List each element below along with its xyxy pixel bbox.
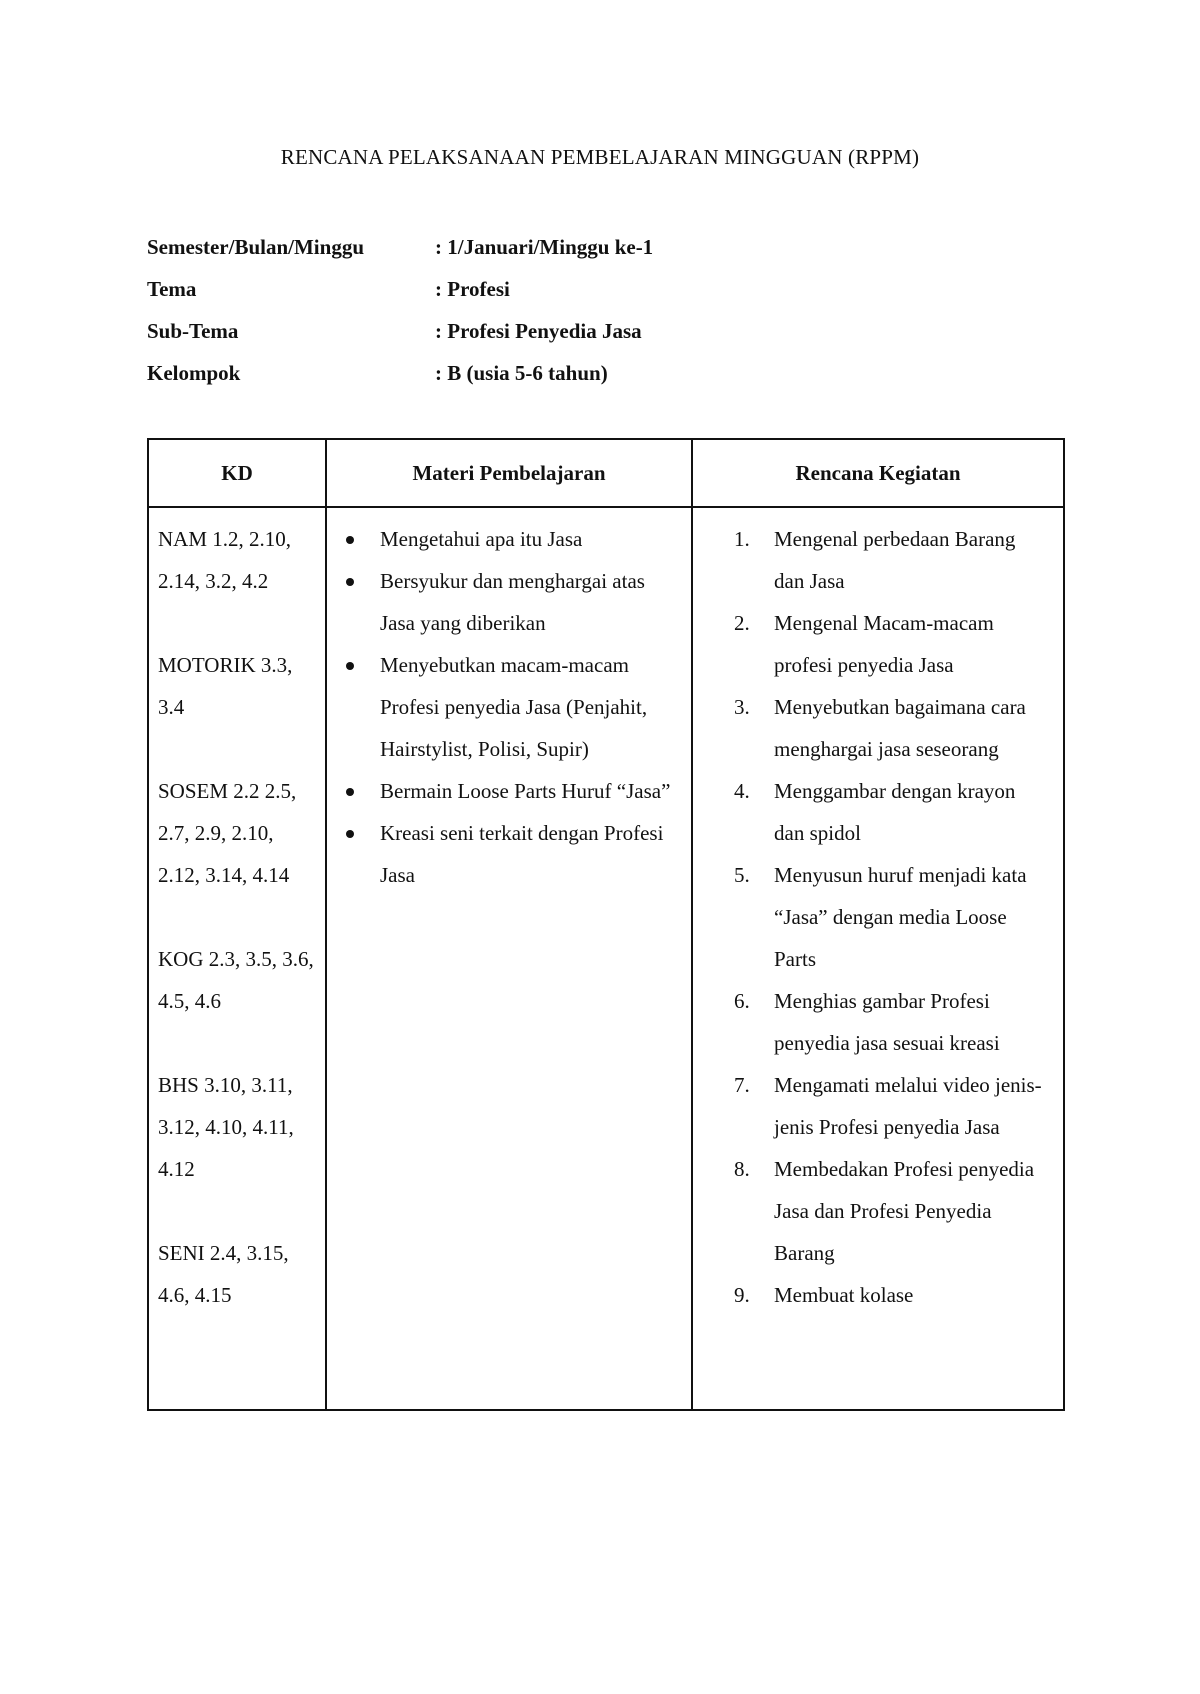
kd-item: KOG 2.3, 3.5, 3.6, 4.5, 4.6 (158, 947, 314, 1013)
item-number: 8. (734, 1157, 750, 1181)
table-row (148, 507, 1064, 1410)
kegiatan-text: Menyebutkan bagaimana cara menghargai jasa seseorang (774, 695, 1026, 761)
bullet-icon (346, 830, 354, 838)
list-item (734, 854, 1049, 980)
meta-label: Kelompok (147, 361, 241, 385)
kegiatan-text: Mengamati melalui video jenis-jenis Profesi penyedia Jasa (774, 1073, 1042, 1139)
document-title: RENCANA PELAKSANAAN PEMBELAJARAN MINGGUAN (RPPM) (280, 145, 920, 169)
item-number: 5. (734, 863, 750, 887)
kegiatan-text: Membedakan Profesi penyedia Jasa dan Profesi Penyedia Barang (774, 1157, 1035, 1265)
kd-item: NAM 1.2, 2.10, 2.14, 3.2, 4.2 (158, 527, 292, 593)
bullet-icon (346, 536, 354, 544)
bullet-icon (346, 788, 354, 796)
kegiatan-text: Menggambar dengan krayon dan spidol (774, 779, 1016, 845)
meta-label: Semester/Bulan/Minggu (147, 235, 365, 259)
bullet-icon (346, 662, 354, 670)
list-item (734, 980, 1049, 1064)
kegiatan-text: Mengenal Macam-macam profesi penyedia Jasa (774, 611, 994, 677)
item-number: 1. (734, 527, 750, 551)
item-number: 4. (734, 779, 750, 803)
kegiatan-cell (692, 507, 1064, 1410)
item-number: 9. (734, 1283, 750, 1307)
list-item (734, 686, 1049, 770)
kegiatan-text: Menghias gambar Profesi penyedia jasa sesuai kreasi (774, 989, 1000, 1055)
meta-value: : B (usia 5-6 tahun) (435, 361, 608, 385)
item-number: 2. (734, 611, 750, 635)
materi-text: Bermain Loose Parts Huruf “Jasa” (380, 779, 671, 803)
list-item (380, 518, 677, 560)
meta-label: Tema (147, 277, 197, 301)
list-item (734, 518, 1049, 602)
list-item (380, 812, 677, 896)
meta-value: : Profesi Penyedia Jasa (435, 319, 642, 343)
meta-label: Sub-Tema (147, 319, 239, 343)
meta-row-tema (147, 268, 653, 310)
rppm-table (147, 438, 1065, 1411)
kd-cell (148, 507, 326, 1410)
kegiatan-list (702, 518, 1055, 1316)
kegiatan-text: Menyusun huruf menjadi kata “Jasa” dengan media Loose Parts (774, 863, 1027, 971)
meta-row-semester (147, 226, 653, 268)
kd-item: BHS 3.10, 3.11, 3.12, 4.10, 4.11, 4.12 (158, 1073, 294, 1181)
kd-item: SOSEM 2.2 2.5, 2.7, 2.9, 2.10, 2.12, 3.14, 4.14 (158, 779, 297, 887)
materi-text: Bersyukur dan menghargai atas Jasa yang diberikan (380, 569, 645, 635)
item-number: 7. (734, 1073, 750, 1097)
materi-cell (326, 507, 692, 1410)
meta-value: : Profesi (435, 277, 510, 301)
meta-value: : 1/Januari/Minggu ke-1 (435, 235, 654, 259)
list-item (734, 1064, 1049, 1148)
list-item (734, 602, 1049, 686)
kd-item: SENI 2.4, 3.15, 4.6, 4.15 (158, 1241, 289, 1307)
meta-row-subtema (147, 310, 653, 352)
materi-text: Kreasi seni terkait dengan Profesi Jasa (380, 821, 664, 887)
meta-row-kelompok (147, 352, 653, 394)
list-item (380, 770, 677, 812)
item-number: 6. (734, 989, 750, 1013)
table-header-row (148, 439, 1064, 507)
kd-item: MOTORIK 3.3, 3.4 (158, 653, 293, 719)
materi-text: Mengetahui apa itu Jasa (380, 527, 583, 551)
materi-list (336, 518, 683, 896)
bullet-icon (346, 578, 354, 586)
item-number: 3. (734, 695, 750, 719)
list-item (734, 1148, 1049, 1274)
list-item (380, 560, 677, 644)
header-materi: Materi Pembelajaran (326, 439, 692, 507)
header-kd: KD (148, 439, 326, 507)
meta-info (147, 226, 653, 394)
header-kegiatan: Rencana Kegiatan (692, 439, 1064, 507)
list-item (734, 1274, 1049, 1316)
kegiatan-text: Mengenal perbedaan Barang dan Jasa (774, 527, 1016, 593)
kegiatan-text: Membuat kolase (774, 1283, 914, 1307)
list-item (380, 644, 677, 770)
list-item (734, 770, 1049, 854)
materi-text: Menyebutkan macam-macam Profesi penyedia Jasa (Penjahit, Hairstylist, Polisi, Supir) (380, 653, 648, 761)
